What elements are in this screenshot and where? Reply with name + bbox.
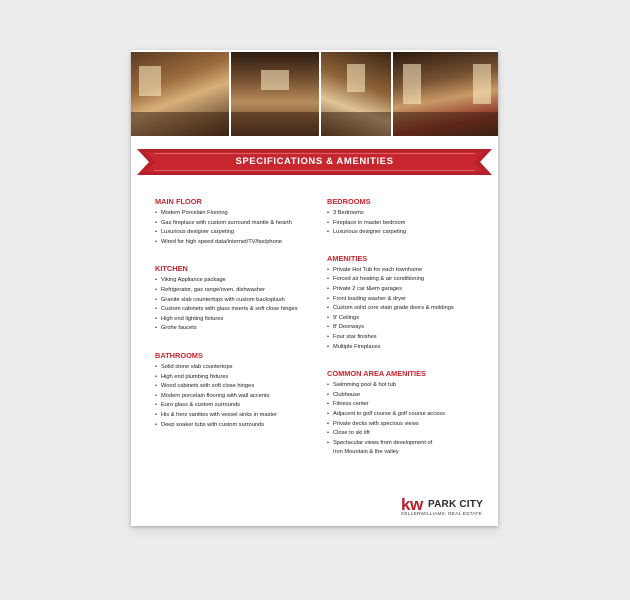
list-item: • Wood cabinets with soft close hinges bbox=[155, 382, 325, 392]
list-item: • Front loading washer & dryer bbox=[327, 295, 497, 305]
bedrooms-section bbox=[327, 197, 497, 238]
list-item: • Spectacular views from development of bbox=[327, 439, 497, 449]
list-item: • High end plumbing fixtures bbox=[155, 373, 325, 383]
section-banner bbox=[137, 149, 492, 175]
list-item: • High end lighting fixtures bbox=[155, 315, 325, 325]
list-item: • Private 2 car t&em garages bbox=[327, 285, 497, 295]
banner-title: SPECIFICATIONS & AMENITIES bbox=[235, 156, 394, 167]
bathrooms-section bbox=[155, 351, 325, 430]
list-item: • Granite slab countertops with custom backsplash bbox=[155, 296, 325, 306]
bathrooms-list bbox=[155, 363, 325, 430]
left-column bbox=[155, 197, 325, 444]
list-item: • Forced air heating & air conditioning bbox=[327, 275, 497, 285]
right-column bbox=[327, 197, 497, 472]
section-title: MAIN FLOOR bbox=[155, 197, 202, 206]
list-item: • Custom solid core stain grade doors & moldings bbox=[327, 304, 497, 314]
list-item: • 9' Ceilings bbox=[327, 314, 497, 324]
list-item: Iron Mountain & the valley bbox=[333, 449, 399, 456]
main-floor-list bbox=[155, 209, 325, 247]
keller-williams-logo bbox=[401, 496, 493, 518]
list-item: • Solid stone slab countertops bbox=[155, 363, 325, 373]
list-item: • Private Hot Tub for each townhome bbox=[327, 266, 497, 276]
kitchen-photo bbox=[231, 52, 319, 136]
list-item: • Close to ski lift bbox=[327, 429, 497, 439]
list-item: • Luxurious designer carpeting bbox=[327, 228, 497, 238]
logo-subtitle: KELLERWILLIAMS. REAL ESTATE bbox=[401, 512, 482, 517]
section-title: COMMON AREA AMENITIES bbox=[327, 369, 426, 379]
list-item: • Four star finishes bbox=[327, 333, 497, 343]
kw-mark: kw bbox=[401, 495, 423, 514]
kitchen-section bbox=[155, 264, 325, 334]
list-item: • 8' Doorways bbox=[327, 323, 497, 333]
photo-strip bbox=[131, 52, 498, 136]
section-title: AMENITIES bbox=[327, 253, 368, 263]
list-item: • Adjacent to golf course & golf course access bbox=[327, 410, 497, 420]
list-item: • Euro glass & custom surrounds bbox=[155, 401, 325, 411]
bathroom-photo bbox=[321, 52, 391, 136]
list-item: • Fitness center bbox=[327, 400, 497, 410]
list-item: • Custom cabinets with glass inserts & soft close hinges bbox=[155, 305, 325, 315]
list-item: • Modern Porcelain Flooring bbox=[155, 209, 325, 219]
common-area-section bbox=[327, 369, 497, 458]
living-room-photo bbox=[131, 52, 229, 136]
logo-city: PARK CITY bbox=[428, 499, 483, 510]
list-item: • Swimming pool & hot tub bbox=[327, 381, 497, 391]
list-item: • Private decks with specious views bbox=[327, 420, 497, 430]
list-item: • Multiple Fireplaces bbox=[327, 343, 497, 353]
list-item: • Luxurious designer carpeting bbox=[155, 228, 325, 238]
main-floor-section bbox=[155, 197, 325, 247]
section-title: KITCHEN bbox=[155, 264, 188, 274]
bedroom-photo bbox=[393, 52, 498, 136]
section-title: BATHROOMS bbox=[155, 350, 203, 360]
list-item: • Viking Appliance package bbox=[155, 276, 325, 286]
list-item: • Clubhouse bbox=[327, 391, 497, 401]
common-area-list bbox=[327, 381, 497, 458]
bedrooms-list bbox=[327, 209, 497, 238]
list-item: • Wired for high speed data/internet/TV/fax/phone bbox=[155, 238, 325, 248]
list-item: • Modern porcelain flooring with wall accents bbox=[155, 392, 325, 402]
section-title: BEDROOMS bbox=[327, 197, 371, 206]
list-item: • Refrigerator, gas range/oven, dishwasher bbox=[155, 286, 325, 296]
amenities-list bbox=[327, 266, 497, 352]
list-item: • Gas fireplace with custom surround mantle & hearth bbox=[155, 219, 325, 229]
amenities-section bbox=[327, 254, 497, 352]
list-item: • Deep soaker tubs with custom surrounds bbox=[155, 421, 325, 431]
list-item: • His & hers vanities with vessel sinks in master bbox=[155, 411, 325, 421]
flyer-page bbox=[131, 50, 498, 526]
list-item: • 3 Bedrooms bbox=[327, 209, 497, 219]
list-item: • Fireplace in master bedroom bbox=[327, 219, 497, 229]
list-item: • Grohe faucets bbox=[155, 324, 325, 334]
kitchen-list bbox=[155, 276, 325, 334]
